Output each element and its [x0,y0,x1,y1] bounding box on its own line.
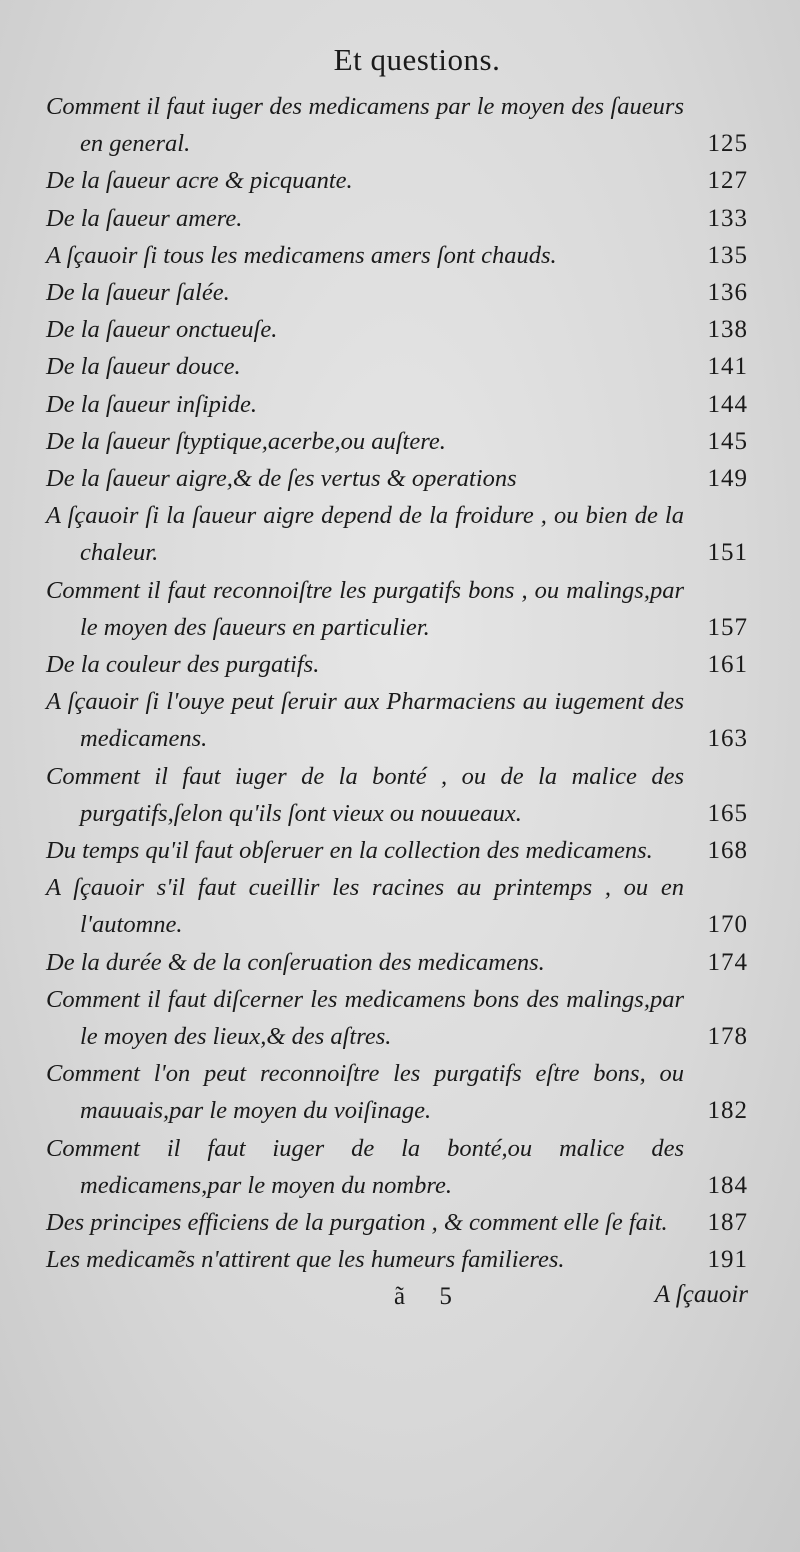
toc-entry-title: De la durée & de la conſeruation des medicamens. [46,948,545,976]
toc-entry-page: 191 [707,1246,748,1274]
toc-entry [46,200,748,237]
toc-entry-title: Comment il faut iuger des medicamens par le moyen des ſaueurs en general. [46,93,684,158]
toc-entry-page: 151 [707,539,748,567]
toc-entry [46,386,748,423]
toc-entry-page: 163 [707,725,748,753]
toc-entry-page: 135 [707,241,748,269]
toc-entry-page: 133 [707,204,748,232]
toc-entry-title: De la couleur des purgatifs. [46,651,320,679]
toc-entry-title: A ſçauoir ſi la ſaueur aigre depend de la froidure , ou bien de la chaleur. [46,502,684,567]
toc-entry-title: Comment il faut diſcerner les medicamens bons des malings,par le moyen des lieux,& des aſtres. [46,985,684,1051]
toc-entry-title: Comment l'on peut reconnoiſtre les purgatifs eſtre bons, ou mauuais,par le moyen du voiſinage. [46,1060,684,1125]
toc-entry-page: 127 [707,167,748,195]
toc-entry [46,944,748,981]
toc-entry [46,423,748,460]
toc-entry [46,683,748,757]
toc-entry-title: Des principes efficiens de la purgation , & comment elle ſe fait. [46,1209,668,1237]
toc-entry [46,1130,748,1204]
toc-entry [46,460,748,497]
toc-entry-title: Comment il faut iuger de la bonté , ou de la malice des purgatifs,ſelon qu'ils ſont vieux ou nouueaux. [46,762,684,827]
catchword: A ſçauoir [654,1280,748,1308]
toc-entry-title: De la ſaueur douce. [46,353,241,381]
toc-entry [46,832,748,869]
toc-entry-title: De la ſaueur acre & picquante. [46,167,353,195]
toc-entry-page: 141 [707,353,748,381]
toc-entry-title: De la ſaueur ſalée. [46,279,230,307]
toc-entry-page: 136 [707,279,748,307]
toc-entry-page: 174 [707,948,748,976]
toc-entry-title: A ſçauoir ſi tous les medicamens amers ſont chauds. [46,241,557,269]
toc-entry-title: De la ſaueur ſtyptique,acerbe,ou auſtere. [46,427,446,455]
toc-entry-page: 161 [707,651,748,679]
toc-entry [46,88,748,162]
toc-entry [46,274,748,311]
toc-entry-page: 168 [707,837,748,865]
toc-entry-title: De la ſaueur onctueuſe. [46,316,278,344]
toc-entry-page: 165 [707,799,748,827]
toc-entry [46,1055,748,1129]
toc-entry-page: 170 [707,911,748,939]
toc-entry-title: A ſçauoir s'il faut cueillir les racines au printemps , ou en l'automne. [46,874,684,939]
toc-entry [46,348,748,385]
toc-entry [46,758,748,832]
toc-entry-page: 187 [707,1209,748,1237]
toc-entry-page: 182 [707,1097,748,1125]
toc-entry [46,162,748,199]
toc-entry [46,869,748,943]
toc-entry [46,646,748,683]
toc-entry-title: De la ſaueur aigre,& de ſes vertus & operations [46,465,517,493]
toc-entry [46,237,748,274]
toc-entry [46,1204,748,1241]
toc-entry [46,497,748,571]
toc-entry-page: 145 [707,427,748,455]
toc-entry-title: Les medicamẽs n'attirent que les humeurs familieres. [46,1246,565,1274]
toc-entry-page: 157 [707,613,748,641]
toc-entry-page: 149 [707,465,748,493]
toc-entry-page: 144 [707,390,748,418]
page-footer [46,1279,748,1319]
toc-entry [46,1241,748,1278]
toc-entry-title: Comment il faut reconnoiſtre les purgatifs bons , ou malings,par le moyen des ſaueurs en particulier. [46,576,684,641]
toc-entry [46,981,748,1055]
toc-entry-title: Comment il faut iuger de la bonté,ou malice des medicamens,par le moyen du nombre. [46,1134,684,1199]
signature-mark: ã 5 [394,1282,466,1310]
toc-entry [46,311,748,348]
toc-entry-page: 184 [707,1171,748,1199]
toc-entry-title: A ſçauoir ſi l'ouye peut ſeruir aux Pharmaciens au iugement des medicamens. [46,688,684,753]
toc-entry-page: 125 [707,130,748,158]
toc-entry-page: 178 [707,1023,748,1051]
toc-entry-title: De la ſaueur inſipide. [46,390,257,418]
toc-entry-title: Du temps qu'il faut obſeruer en la collection des medicamens. [46,837,653,865]
toc-entry-title: De la ſaueur amere. [46,204,243,232]
table-of-contents [46,88,748,1279]
toc-entry [46,572,748,646]
running-head: Et questions. [333,42,501,77]
toc-entry-page: 138 [707,316,748,344]
